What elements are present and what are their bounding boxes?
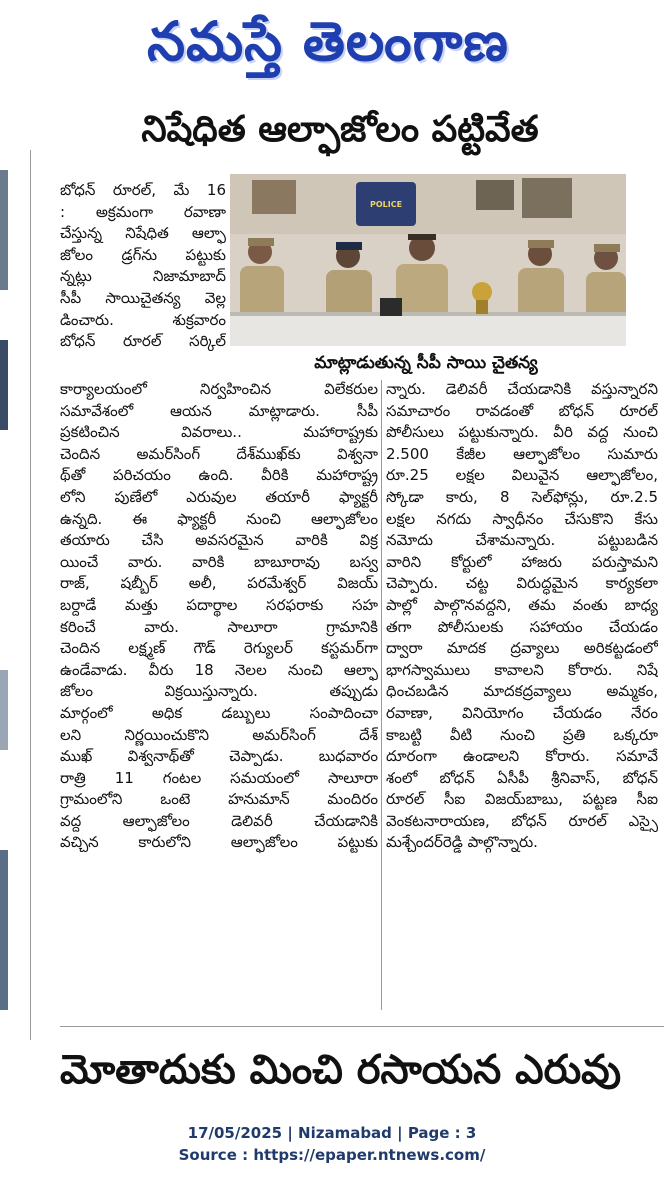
text-line: పాల్లో పాల్గొనవద్దని, తమ వంతు బాధ్య <box>386 595 658 614</box>
text-line: సీపీ సాయిచైతన్య వెల్ల <box>60 288 226 307</box>
text-line: థ్‌తో పరిచయం ఉంది. వీరికి మహారాష్ట్ర <box>60 466 378 485</box>
wall-frame <box>522 178 572 218</box>
text-line: రవాణా, వినియోగం చేయడం నేరం <box>386 703 658 722</box>
text-line: ప్రకటించిన వివరాలు.. మహారాష్ట్రకు <box>60 423 378 442</box>
text-line: లని నిర్ణయించుకొని అమర్‌సింగ్ దేశ్ <box>60 725 378 744</box>
text-line: వెంకటనారాయణ, బోధన్ రూరల్ ఎస్సై <box>386 811 658 830</box>
article-column-a <box>60 379 378 854</box>
text-line: మార్గంలో అధిక డబ్బులు సంపాదించా <box>60 703 378 722</box>
text-line: యించే వారు. వారికి బాబూరావు బస్వ <box>60 552 378 571</box>
text-line: చేస్తున్న నిషేధిత ఆల్ఫా <box>60 224 226 243</box>
page-footer <box>0 1122 664 1166</box>
text-line: ముఖ్ విశ్వనాథ్‌తో చెప్పాడు. బుధవారం <box>60 747 378 766</box>
text-line: భాగస్వాములు కావాలని కోరారు. నిషే <box>386 660 658 679</box>
text-line: ధించబడిన మాదకద్రవ్యాలు అమ్మకం, <box>386 682 658 701</box>
text-line: ద్వారా మాదక ద్రవ్యాలు అరికట్టడంలో <box>386 639 658 658</box>
wall-frame <box>476 180 514 210</box>
bottom-rule <box>60 1026 664 1027</box>
text-line: కార్యాలయంలో నిర్వహించిన విలేకరుల <box>60 380 378 398</box>
text-line: డించారు. శుక్రవారం <box>60 310 226 329</box>
text-line: పోలీసులు పట్టుకున్నారు. వీరి వద్ద నుంచి <box>386 423 658 442</box>
text-line: జోలం విక్రయిస్తున్నారు. తప్పుడు <box>60 682 378 701</box>
text-line: : అక్రమంగా రవాణా <box>60 202 226 221</box>
wall-frame <box>252 180 296 214</box>
newspaper-logo: నమస్తే తెలంగాణ <box>147 10 509 73</box>
text-line: రాజ్, షబ్బీర్ అలీ, పరమేశ్వర్ విజయ్ <box>60 574 378 593</box>
text-line: రూ.25 లక్షల విలువైన ఆల్ఫాజోలం, <box>386 466 658 485</box>
article-column-a-top <box>60 180 226 353</box>
text-line: కాబట్టి వీటి నుంచి ప్రతి ఒక్కరూ <box>386 725 658 744</box>
text-line: దూరంగా ఉండాలని కోరారు. సమావే <box>386 747 658 766</box>
press-meet-illustration <box>230 174 626 346</box>
seized-item <box>380 298 402 316</box>
text-line: లక్షల నగదు స్వాధీనం చేసుకొని కేసు <box>386 509 658 528</box>
text-line: స్కోడా కారు, 8 సెల్‌ఫోన్లు, రూ.2.5 <box>386 487 658 506</box>
edition-info: 17/05/2025 | Nizamabad | Page : 3 <box>187 1124 477 1142</box>
text-line: వారిని కోర్టులో హాజరు పరుస్తామని <box>386 552 658 571</box>
text-line: సమావేశంలో ఆయన మాట్లాడారు. సీపీ <box>60 401 378 420</box>
table <box>230 314 626 346</box>
text-line: జోలం డ్రగ్‌ను పట్టుకు <box>60 245 226 264</box>
text-line: బోధన్ రూరల్, మే 16 <box>60 181 226 199</box>
next-article-headline: మోతాదుకు మించి రసాయన ఎరువు <box>60 1047 622 1093</box>
svg-text:POLICE: POLICE <box>369 200 403 209</box>
photo-caption: మాట్లాడుతున్న సీపీ సాయి చైతన్య <box>314 353 538 373</box>
text-line: వచ్చిన కారులోని ఆల్ఫాజోలం పట్టుకు <box>60 833 378 852</box>
text-line: తయారు చేసి అవసరమైన వారికి విక్ర <box>60 531 378 550</box>
text-line: గ్రామంలోని ఒంటె హనుమాన్ మందిరం <box>60 790 378 809</box>
text-line: లోని పుణేలో ఎరువుల తయారీ ఫ్యాక్టరీ <box>60 487 378 506</box>
text-line: వద్ద ఆల్ఫాజోలం డెలివరీ చేయడానికి <box>60 811 378 830</box>
text-line: రూరల్ సీఐ విజయ్‌బాబు, పట్టణ సీఐ <box>386 790 658 809</box>
text-line: కరించే వారు. సాలూరా గ్రామానికి <box>60 617 378 636</box>
text-line: సమాచారం రావడంతో బోధన్ రూరల్ <box>386 401 658 420</box>
masthead <box>0 0 664 86</box>
source-link[interactable]: Source : https://epaper.ntnews.com/ <box>178 1146 486 1164</box>
article-column-b <box>386 379 658 854</box>
text-line: చెప్పారు. చట్ట విరుద్ధమైన కార్యకలా <box>386 574 658 593</box>
trophy <box>472 282 492 302</box>
column-divider <box>381 380 382 1010</box>
text-line: బోధన్ రూరల్ సర్కిల్ <box>60 332 226 351</box>
text-line: 2.500 కేజీల ఆల్ఫాజోలం సుమారు <box>386 444 658 463</box>
left-column-rule <box>30 150 31 1040</box>
text-line: ఉన్నది. ఈ ఫ్యాక్టరీ నుంచి ఆల్ఫాజోలం <box>60 509 378 528</box>
text-line: న్నారు. డెలివరీ చేయడానికి వస్తున్నారని <box>386 380 658 398</box>
text-line: చెందిన లక్ష్మణ్ గౌడ్ రెగ్యులర్ కస్టమర్‌గా <box>60 639 378 658</box>
text-line: రాత్రి 11 గంటల సమయంలో సాలూరా <box>60 768 378 787</box>
text-line: ఉండేవాడు. వీరు 18 నెలల నుంచి ఆల్ఫా <box>60 660 378 679</box>
text-line: చెందిన అమర్‌సింగ్ దేశ్‌ముఖ్‌కు విశ్వనా <box>60 444 378 463</box>
adjacent-article-edge <box>0 150 8 1100</box>
press-meet-photo <box>230 174 626 346</box>
text-line: నమోదు చేశామన్నారు. పట్టుబడిన <box>386 531 658 550</box>
text-line: న్నట్లు నిజామాబాద్ <box>60 267 226 286</box>
text-line: బర్దాడే మత్తు పదార్థాల సరఫరాకు సహ <box>60 595 378 614</box>
article-headline: నిషేధిత ఆల్ఫాజోలం పట్టివేత <box>141 109 539 150</box>
text-line: తగా పోలీసులకు సహాయం చేయడం <box>386 617 658 636</box>
text-line: శంలో బోధన్ ఏసీపీ శ్రీనివాస్, బోధన్ <box>386 768 658 787</box>
text-line: మశ్చేందర్‌రెడ్డి పాల్గొన్నారు. <box>386 833 538 852</box>
